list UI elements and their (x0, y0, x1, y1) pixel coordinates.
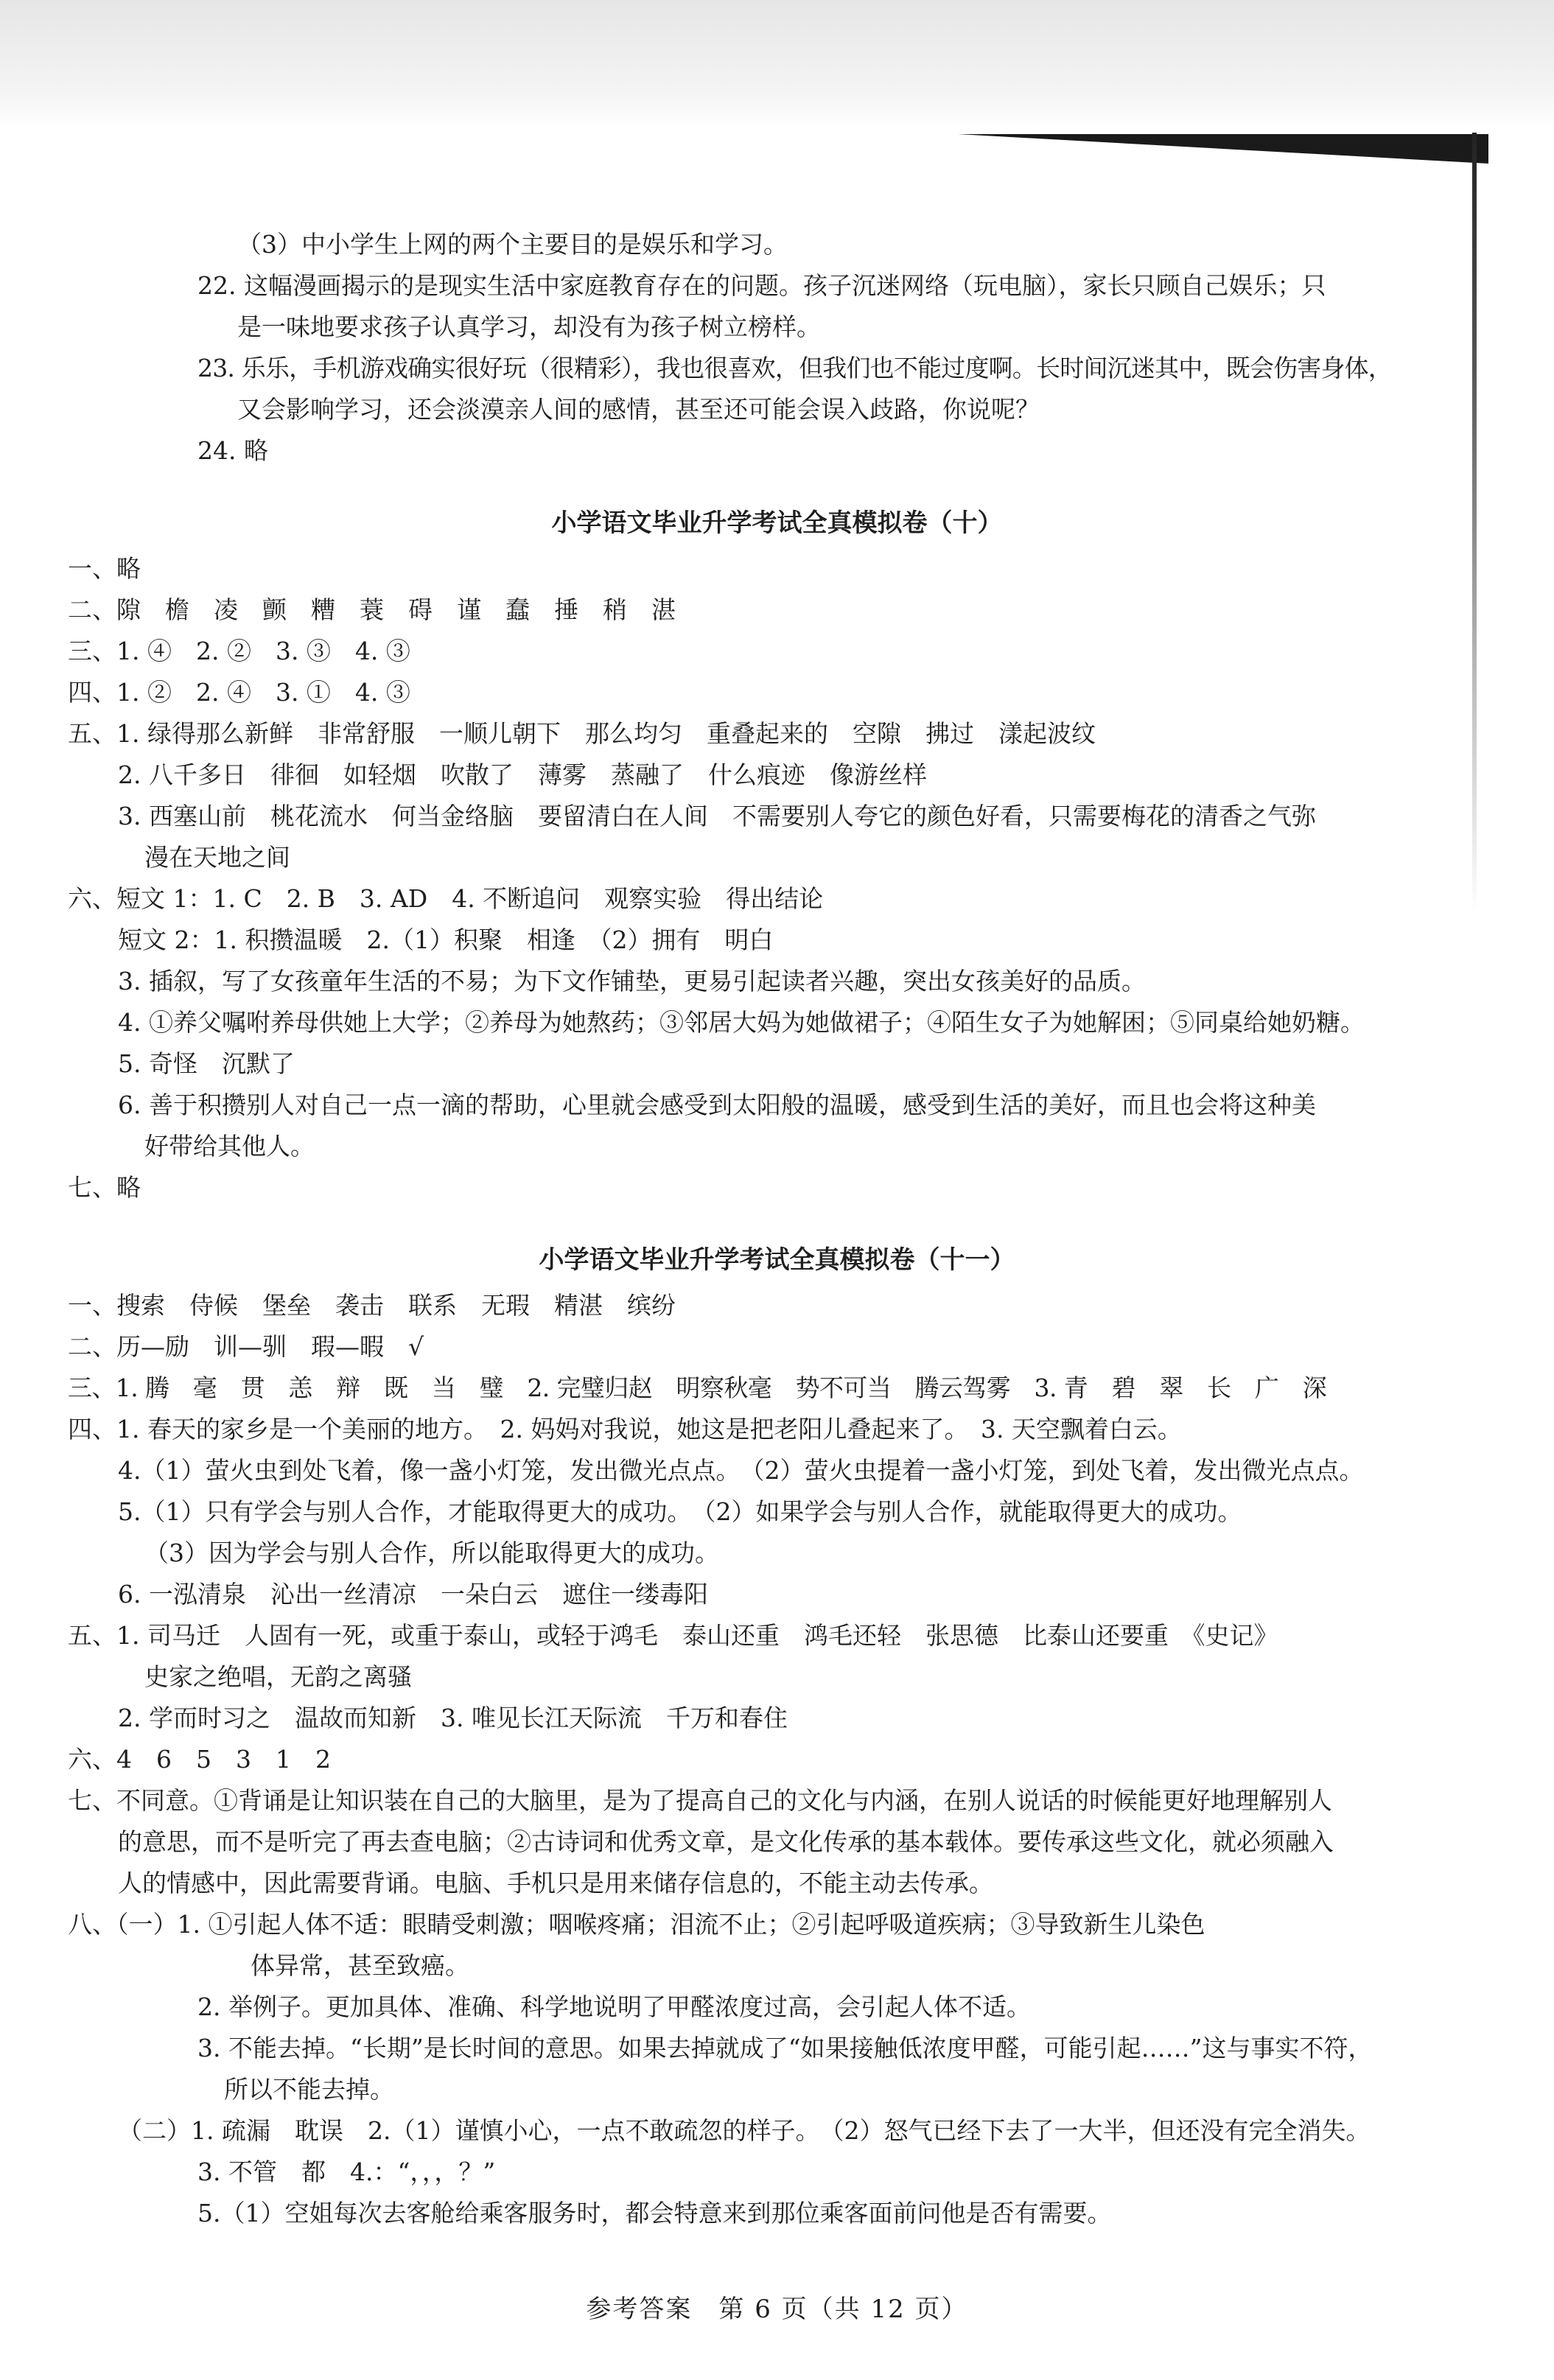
answer-line: 好带给其他人。 (144, 1132, 315, 1161)
answer-line: 又会影响学习，还会淡漠亲人间的感情，甚至还可能会误入歧路，你说呢？ (237, 395, 1040, 424)
answer-line: 四、1. 春天的家乡是一个美丽的地方。 2. 妈妈对我说，她这是把老阳儿叠起来了。 3. 天空飘着白云。 (68, 1415, 1182, 1443)
answer-line: 5. 奇怪 沉默了 (118, 1049, 295, 1078)
answer-line: 的意思，而不是听完了再去查电脑；②古诗词和优秀文章，是文化传承的基本载体。要传承这些文化，就必须融入 (118, 1827, 1334, 1856)
answer-line: 一、略 (68, 554, 141, 583)
answer-line: 2. 八千多日 徘徊 如轻烟 吹散了 薄雾 蒸融了 什么痕迹 像游丝样 (118, 760, 927, 789)
answer-line: 是一味地要求孩子认真学习，却没有为孩子树立榜样。 (237, 312, 821, 341)
answer-line: 二、隙 檐 凌 颤 糟 蓑 碍 谨 蠢 捶 稍 湛 (68, 595, 676, 624)
answer-line: （二）1. 疏漏 耽误 2.（1）谨慎小心，一点不敢疏忽的样子。 （2）怒气已经下去了一大半，但还没有完全消失。 (118, 2116, 1371, 2145)
answer-line: 6. 善于积攒别人对自己一点一滴的帮助，心里就会感受到太阳般的温暖，感受到生活的美好，而且也会将这种美 (118, 1091, 1316, 1119)
answer-line: 5.（1）空姐每次去客舱给乘客服务时，都会特意来到那位乘客面前问他是否有需要。 (197, 2199, 1112, 2227)
answer-line: 2. 举例子。更加具体、准确、科学地说明了甲醛浓度过高，会引起人体不适。 (197, 1992, 1031, 2021)
answer-line: 八、（一）1. ①引起人体不适：眼睛受刺激；咽喉疼痛；泪流不止；②引起呼吸道疾病；③导致新生儿染色 (68, 1910, 1205, 1939)
answer-line: 四、1. ② 2. ④ 3. ① 4. ③ (68, 678, 410, 707)
answer-line: 体异常，甚至致癌。 (251, 1951, 469, 1980)
scan-top-shadow (0, 0, 1554, 129)
answer-line: 史家之绝唱，无韵之离骚 (144, 1662, 412, 1691)
answer-line: 22. 这幅漫画揭示的是现实生活中家庭教育存在的问题。孩子沉迷网络（玩电脑），家长只顾自己娱乐；只 (197, 271, 1326, 300)
answer-line: 三、1. 腾 毫 贯 恙 辩 既 当 璧 2. 完璧归赵 明察秋毫 势不可当 腾云驾雾 3. 青 碧 翠 长 广 深 (68, 1373, 1327, 1402)
answer-line: 短文 2：1. 积攒温暖 2.（1）积聚 相逢 （2）拥有 明白 (118, 925, 774, 954)
answer-line: 所以不能去掉。 (224, 2075, 394, 2104)
answer-line: 23. 乐乐，手机游戏确实很好玩（很精彩），我也很喜欢，但我们也不能过度啊。长时间沉迷其中，既会伤害身体， (197, 354, 1393, 382)
answer-line: 3. 西塞山前 桃花流水 何当金络脑 要留清白在人间 不需要别人夸它的颜色好看，只需要梅花的清香之气弥 (118, 802, 1316, 830)
answer-line: 二、历—励 训—驯 瑕—暇 √ (68, 1332, 424, 1361)
answer-line: 六、4 6 5 3 1 2 (68, 1745, 331, 1774)
answer-line: （3）中小学生上网的两个主要目的是娱乐和学习。 (237, 230, 788, 259)
page-footer: 参考答案 第 6 页（共 12 页） (586, 2295, 968, 2324)
answer-line: 3. 不管 都 4.：“，，，？” (197, 2157, 496, 2186)
answer-line: 5.（1）只有学会与别人合作，才能取得更大的成功。 （2）如果学会与别人合作，就能取得更大的成功。 (118, 1497, 1242, 1526)
answer-line: 三、1. ④ 2. ② 3. ③ 4. ③ (68, 637, 410, 665)
answer-line: 4.（1）萤火虫到处飞着，像一盏小灯笼，发出微光点点。 （2）萤火虫提着一盏小灯笼，到处飞着，发出微光点点。 (118, 1456, 1364, 1485)
answer-line: 4. ①养父嘱咐养母供她上大学；②养母为她熬药；③邻居大妈为她做裙子；④陌生女子为她解困；⑤同桌给她奶糖。 (118, 1008, 1365, 1037)
answer-line: 6. 一泓清泉 沁出一丝清凉 一朵白云 遮住一缕毒阳 (118, 1580, 708, 1609)
scan-corner-shadow (958, 134, 1488, 164)
answer-line: 七、略 (68, 1173, 141, 1202)
answer-line: 五、1. 司马迁 人固有一死，或重于泰山，或轻于鸿毛 泰山还重 鸿毛还轻 张思德 比泰山还要重 《史记》 (68, 1621, 1278, 1650)
answer-line: 人的情感中，因此需要背诵。电脑、手机只是用来储存信息的，不能主动去传承。 (118, 1869, 993, 1897)
answer-line: 五、1. 绿得那么新鲜 非常舒服 一顺儿朝下 那么均匀 重叠起来的 空隙 拂过 漾起波纹 (68, 719, 1096, 748)
section-title: 小学语文毕业升学考试全真模拟卷（十） (551, 508, 1003, 538)
answer-line: 3. 不能去掉。“长期”是长时间的意思。如果去掉就成了“如果接触低浓度甲醛，可能引起……”这与事实不符， (197, 2034, 1373, 2062)
answer-line: 一、搜索 侍候 堡垒 袭击 联系 无瑕 精湛 缤纷 (68, 1291, 676, 1320)
answer-line: 七、不同意。①背诵是让知识装在自己的大脑里，是为了提高自己的文化与内涵，在别人说话的时候能更好地理解别人 (68, 1786, 1332, 1815)
answer-line: 六、短文 1：1. C 2. B 3. AD 4. 不断追问 观察实验 得出结论 (68, 884, 824, 913)
answer-line: 2. 学而时习之 温故而知新 3. 唯见长江天际流 千万和春住 (118, 1704, 788, 1732)
answer-line: （3）因为学会与别人合作，所以能取得更大的成功。 (144, 1539, 719, 1567)
answer-line: 24. 略 (197, 436, 268, 465)
section-title: 小学语文毕业升学考试全真模拟卷（十一） (539, 1245, 1015, 1275)
answer-line: 3. 插叙，写了女孩童年生活的不易；为下文作铺垫，更易引起读者兴趣，突出女孩美好的品质。 (118, 967, 1146, 995)
answer-line: 漫在天地之间 (144, 843, 290, 872)
